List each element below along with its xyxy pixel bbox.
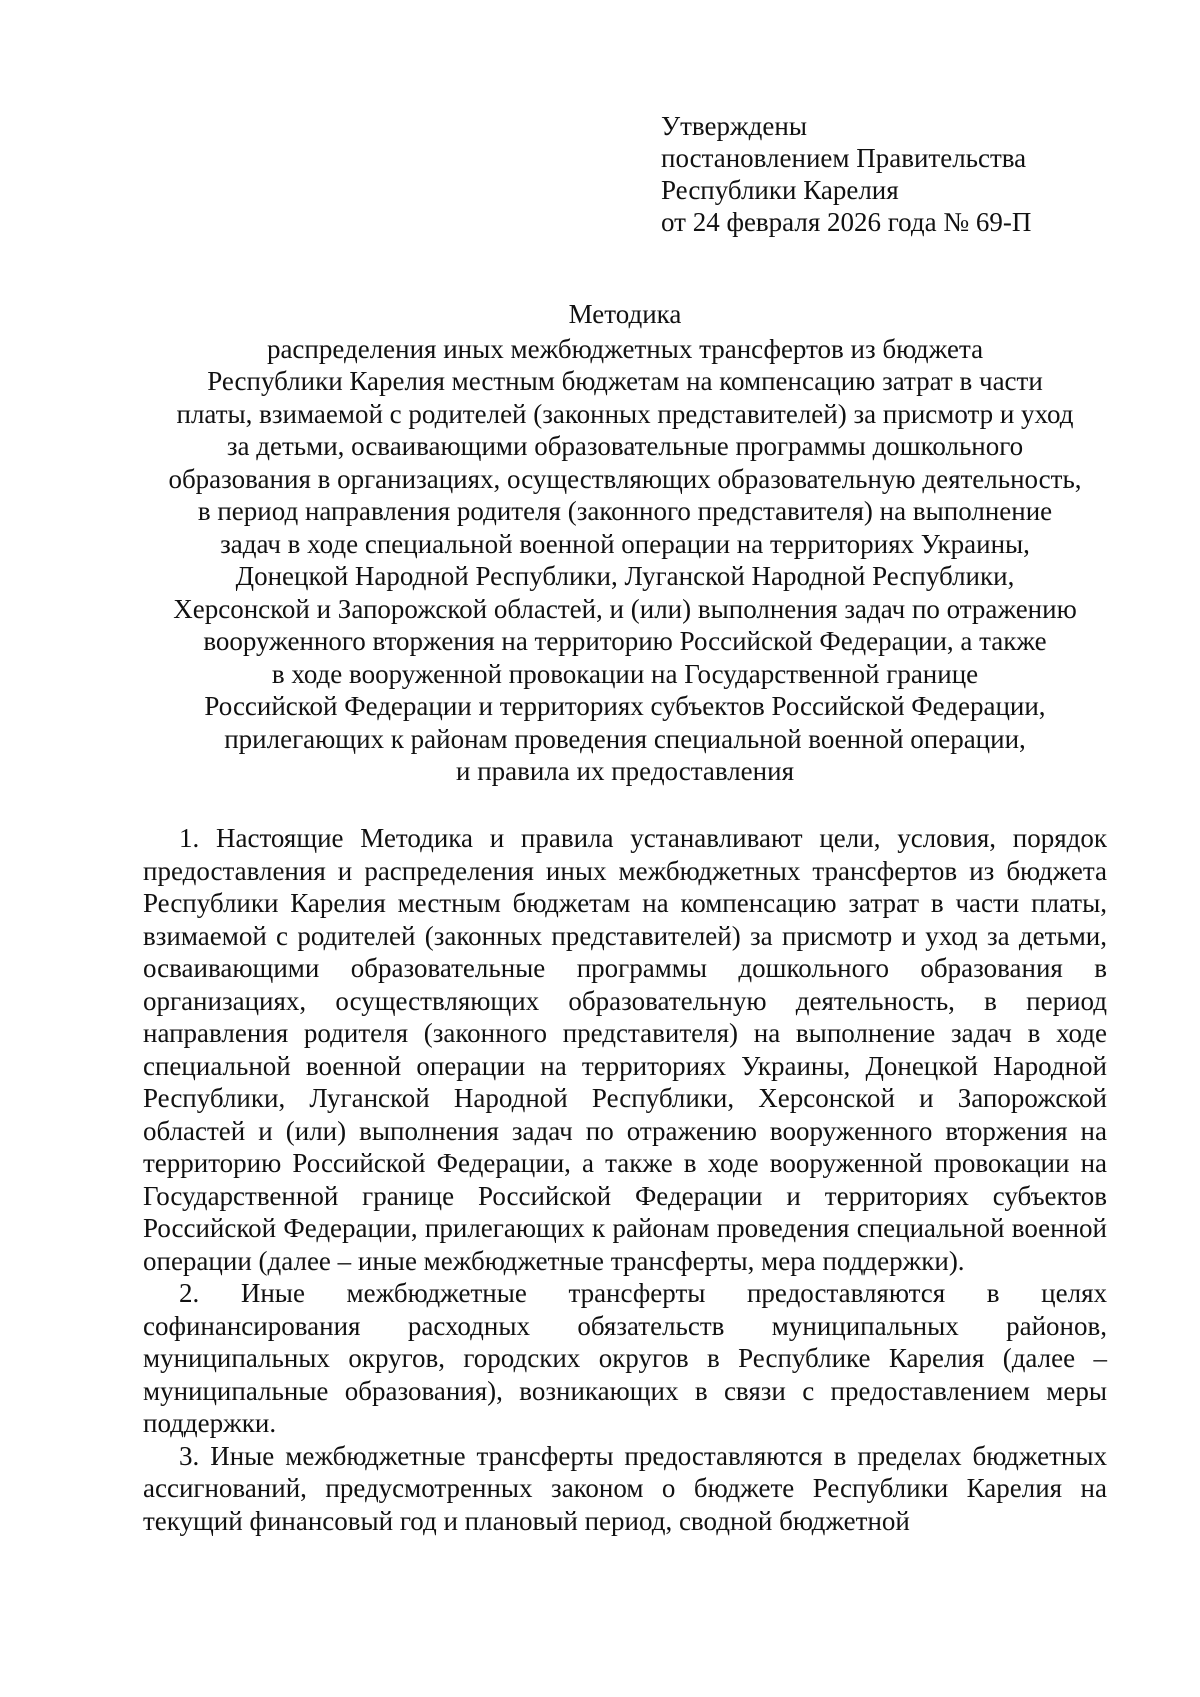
title-line: платы, взимаемой с родителей (законных представителей) за присмотр и уход	[176, 398, 1074, 429]
approval-line: от 24 февраля 2026 года № 69-П	[661, 207, 1032, 237]
document-title	[130, 298, 1120, 788]
approval-line: Утверждены	[661, 111, 807, 141]
paragraph-2: 2. Иные межбюджетные трансферты предоставляются в целях софинансирования расходных обязательств муниципальных районов, муниципальных округов, городских округов в Республике Карелия (далее – муниципальные образования), возникающих в связи с предоставлением меры поддержки.	[143, 1278, 1107, 1438]
paragraph-1: 1. Настоящие Методика и правила устанавливают цели, условия, порядок предоставления и распределения иных межбюджетных трансфертов из бюджета Республики Карелия местным бюджетам на компенсацию затрат в части платы, взимаемой с родителей (законных представителей) за присмотр и уход за детьми, осваивающими образовательные программы дошкольного образования в организациях, осуществляющих образовательную деятельность, в период направления родителя (законного представителя) на выполнение задач в ходе специальной военной операции на территориях Украины, Донецкой Народной Республики, Луганской Народной Республики, Херсонской и Запорожской областей и (или) выполнения задач по отражению вооруженного вторжения на территорию Российской Федерации, а также в ходе вооруженной провокации на Государственной границе Российской Федерации и территориях субъектов Российской Федерации, прилегающих к районам проведения специальной военной операции (далее – иные межбюджетные трансферты, мера поддержки).	[143, 823, 1107, 1276]
title-line: в период направления родителя (законного представителя) на выполнение	[197, 496, 1053, 526]
title-line: в ходе вооруженной провокации на Государственной границе	[271, 658, 979, 689]
title-line: и правила их предоставления	[456, 756, 794, 786]
approval-line: Республики Карелия	[661, 175, 899, 205]
title-heading: Методика	[568, 299, 682, 329]
title-line: вооруженного вторжения на территорию Российской Федерации, а также	[203, 626, 1047, 656]
approval-stamp	[661, 110, 1141, 238]
title-line: Российской Федерации и территориях субъектов Российской Федерации,	[204, 691, 1046, 721]
title-line: образования в организациях, осуществляющих образовательную деятельность,	[168, 463, 1082, 494]
title-line: за детьми, осваивающими образовательные программы дошкольного	[226, 431, 1024, 461]
title-line: Республики Карелия местным бюджетам на компенсацию затрат в части	[207, 366, 1043, 396]
title-line: прилегающих к районам проведения специальной военной операции,	[224, 723, 1026, 754]
title-line: Донецкой Народной Республики, Луганской Народной Республики,	[235, 561, 1015, 591]
paragraph-3: 3. Иные межбюджетные трансферты предоставляются в пределах бюджетных ассигнований, предусмотренных законом о бюджете Республики Карелия на текущий финансовый год и плановый период, сводной бюджетной	[143, 1440, 1107, 1536]
title-line: задач в ходе специальной военной операции на территориях Украины,	[220, 528, 1030, 559]
title-line: распределения иных межбюджетных трансфертов из бюджета	[266, 333, 984, 364]
document-body	[143, 822, 1107, 1537]
approval-line: постановлением Правительства	[661, 143, 1027, 173]
title-line: Херсонской и Запорожской областей, и (или) выполнения задач по отражению	[173, 593, 1077, 624]
